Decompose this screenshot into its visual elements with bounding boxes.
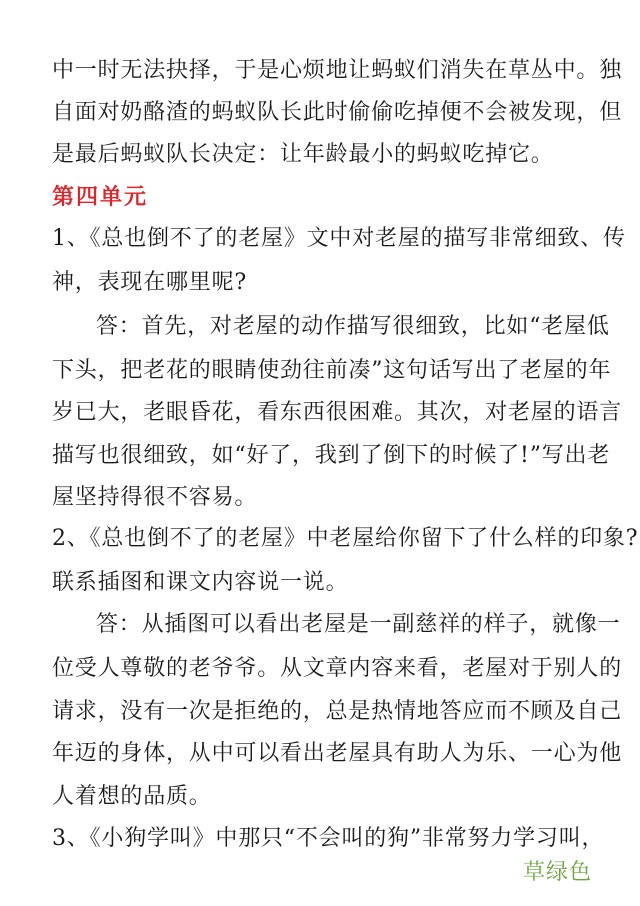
question-1-line-1: 1、《总也倒不了的老屋》文中对老屋的描写非常细致、传 xyxy=(52,226,626,251)
answer-1-line-5: 屋坚持得很不容易。 xyxy=(52,485,258,510)
watermark-label: 草绿色 xyxy=(522,860,592,885)
answer-2-line-2: 位受人尊敬的老爷爷。从文章内容来看，老屋对于别人的 xyxy=(52,656,623,681)
answer-1-line-1: 答：首先，对老屋的动作描写很细致，比如“老屋低 xyxy=(96,314,610,339)
intro-line-3: 是最后蚂蚁队长决定：让年龄最小的蚂蚁吃掉它。 xyxy=(52,142,554,167)
answer-1-line-2: 下头，把老花的眼睛使劲往前凑”这句话写出了老屋的年 xyxy=(52,358,612,383)
answer-1-line-3: 岁已大，老眼昏花，看东西很困难。其次，对老屋的语言 xyxy=(52,400,623,425)
intro-line-1: 中一时无法抉择，于是心烦地让蚂蚁们消失在草丛中。独 xyxy=(52,58,623,83)
question-2-line-1: 2、《总也倒不了的老屋》中老屋给你留下了什么样的印象? xyxy=(52,526,639,551)
intro-line-2: 自面对奶酪渣的蚂蚁队长此时偷偷吃掉便不会被发现，但 xyxy=(52,100,623,125)
answer-2-line-4: 年迈的身体，从中可以看出老屋具有助人为乐、一心为他 xyxy=(52,741,623,766)
answer-1-line-4: 描写也很细致，如“好了，我到了倒下的时候了!”写出老 xyxy=(52,443,611,468)
answer-2-line-3: 请求，没有一次是拒绝的，总是热情地答应而不顾及自己 xyxy=(52,699,623,724)
question-3-line-1: 3、《小狗学叫》中那只“不会叫的狗”非常努力学习叫， xyxy=(52,826,605,851)
question-1-line-2: 神，表现在哪里呢? xyxy=(52,270,247,295)
answer-2-line-5: 人着想的品质。 xyxy=(52,784,212,809)
question-2-line-2: 联系插图和课文内容说一说。 xyxy=(52,570,349,595)
section-heading: 第四单元 xyxy=(52,184,149,210)
answer-2-line-1: 答：从插图可以看出老屋是一副慈祥的样子，就像一 xyxy=(96,612,621,637)
